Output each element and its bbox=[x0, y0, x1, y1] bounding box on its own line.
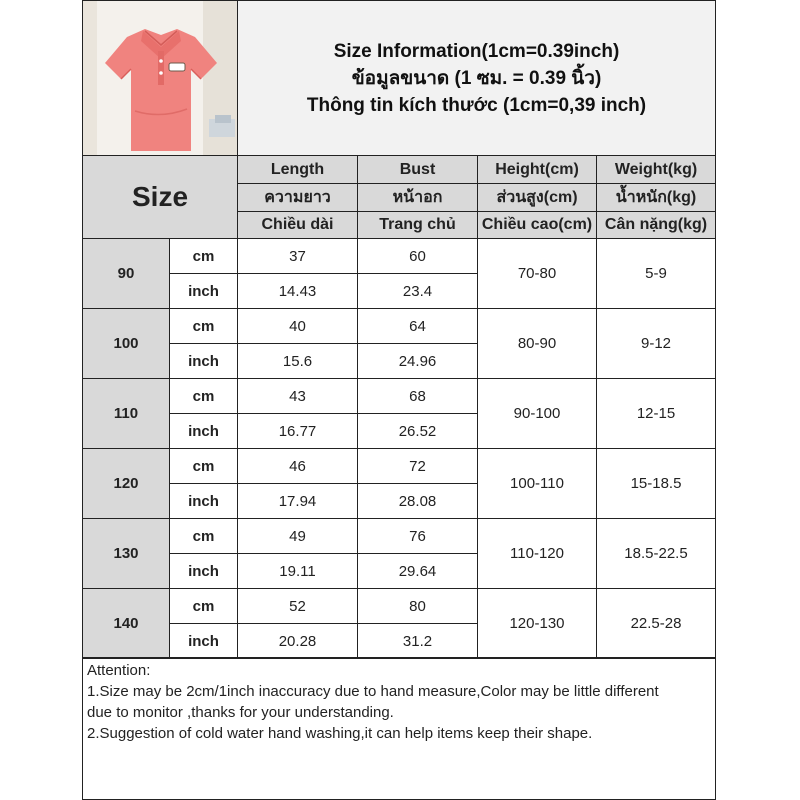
unit-cm-label: cm bbox=[169, 308, 238, 344]
attention-line-2: due to monitor ,thanks for your understanding. bbox=[87, 704, 394, 721]
weight-header-vi: Cân nặng(kg) bbox=[596, 211, 716, 239]
unit-cm-label: cm bbox=[169, 588, 238, 624]
pink-polo-shirt-image bbox=[83, 1, 238, 156]
unit-inch-label: inch bbox=[169, 413, 238, 449]
bust-cm-value: 80 bbox=[357, 588, 478, 624]
length-cm-value: 37 bbox=[237, 238, 358, 274]
bust-inch-value: 28.08 bbox=[357, 483, 478, 519]
length-inch-value: 20.28 bbox=[237, 623, 358, 659]
weight-range-value: 22.5-28 bbox=[596, 588, 716, 659]
height-range-value: 110-120 bbox=[477, 518, 597, 589]
height-range-value: 90-100 bbox=[477, 378, 597, 449]
bust-header-vi: Trang chủ bbox=[357, 211, 478, 239]
length-header-vi: Chiều dài bbox=[237, 211, 358, 239]
bust-inch-value: 31.2 bbox=[357, 623, 478, 659]
size-cell: 90 bbox=[82, 238, 170, 309]
unit-inch-label: inch bbox=[169, 553, 238, 589]
attention-notes bbox=[82, 657, 716, 800]
height-range-value: 70-80 bbox=[477, 238, 597, 309]
weight-range-value: 5-9 bbox=[596, 238, 716, 309]
weight-range-value: 15-18.5 bbox=[596, 448, 716, 519]
height-header-vi: Chiều cao(cm) bbox=[477, 211, 597, 239]
length-inch-value: 14.43 bbox=[237, 273, 358, 309]
size-header: Size bbox=[82, 155, 238, 239]
bust-cm-value: 60 bbox=[357, 238, 478, 274]
length-cm-value: 52 bbox=[237, 588, 358, 624]
length-cm-value: 46 bbox=[237, 448, 358, 484]
weight-header-th: น้ำหนัก(kg) bbox=[596, 183, 716, 212]
product-photo bbox=[82, 0, 238, 156]
unit-inch-label: inch bbox=[169, 273, 238, 309]
bust-inch-value: 29.64 bbox=[357, 553, 478, 589]
height-header-en: Height(cm) bbox=[477, 155, 597, 184]
bust-header-en: Bust bbox=[357, 155, 478, 184]
length-header-th: ความยาว bbox=[237, 183, 358, 212]
bust-cm-value: 68 bbox=[357, 378, 478, 414]
height-range-value: 80-90 bbox=[477, 308, 597, 379]
bust-cm-value: 64 bbox=[357, 308, 478, 344]
weight-range-value: 12-15 bbox=[596, 378, 716, 449]
weight-range-value: 9-12 bbox=[596, 308, 716, 379]
bust-header-th: หน้าอก bbox=[357, 183, 478, 212]
weight-header-en: Weight(kg) bbox=[596, 155, 716, 184]
unit-cm-label: cm bbox=[169, 448, 238, 484]
attention-line-3: 2.Suggestion of cold water hand washing,it can help items keep their shape. bbox=[87, 725, 593, 742]
attention-heading: Attention: bbox=[87, 662, 151, 679]
size-cell: 110 bbox=[82, 378, 170, 449]
size-cell: 130 bbox=[82, 518, 170, 589]
bust-inch-value: 26.52 bbox=[357, 413, 478, 449]
length-inch-value: 16.77 bbox=[237, 413, 358, 449]
size-cell: 120 bbox=[82, 448, 170, 519]
height-header-th: ส่วนสูง(cm) bbox=[477, 183, 597, 212]
length-header-en: Length bbox=[237, 155, 358, 184]
weight-range-value: 18.5-22.5 bbox=[596, 518, 716, 589]
unit-inch-label: inch bbox=[169, 343, 238, 379]
attention-line-1: 1.Size may be 2cm/1inch inaccuracy due to hand measure,Color may be little different bbox=[87, 683, 659, 700]
bust-inch-value: 23.4 bbox=[357, 273, 478, 309]
length-cm-value: 49 bbox=[237, 518, 358, 554]
size-info-title bbox=[237, 0, 716, 156]
title-vietnamese: Thông tin kích thước (1cm=0,39 inch) bbox=[306, 94, 647, 116]
length-inch-value: 15.6 bbox=[237, 343, 358, 379]
height-range-value: 100-110 bbox=[477, 448, 597, 519]
size-cell: 140 bbox=[82, 588, 170, 659]
bust-inch-value: 24.96 bbox=[357, 343, 478, 379]
unit-cm-label: cm bbox=[169, 518, 238, 554]
height-range-value: 120-130 bbox=[477, 588, 597, 659]
title-thai: ข้อมูลขนาด (1 ซม. = 0.39 นิ้ว) bbox=[351, 67, 602, 89]
unit-cm-label: cm bbox=[169, 378, 238, 414]
unit-cm-label: cm bbox=[169, 238, 238, 274]
bust-cm-value: 72 bbox=[357, 448, 478, 484]
unit-inch-label: inch bbox=[169, 483, 238, 519]
length-inch-value: 17.94 bbox=[237, 483, 358, 519]
length-cm-value: 43 bbox=[237, 378, 358, 414]
size-cell: 100 bbox=[82, 308, 170, 379]
title-english: Size Information(1cm=0.39inch) bbox=[333, 40, 620, 62]
length-cm-value: 40 bbox=[237, 308, 358, 344]
length-inch-value: 19.11 bbox=[237, 553, 358, 589]
unit-inch-label: inch bbox=[169, 623, 238, 659]
bust-cm-value: 76 bbox=[357, 518, 478, 554]
